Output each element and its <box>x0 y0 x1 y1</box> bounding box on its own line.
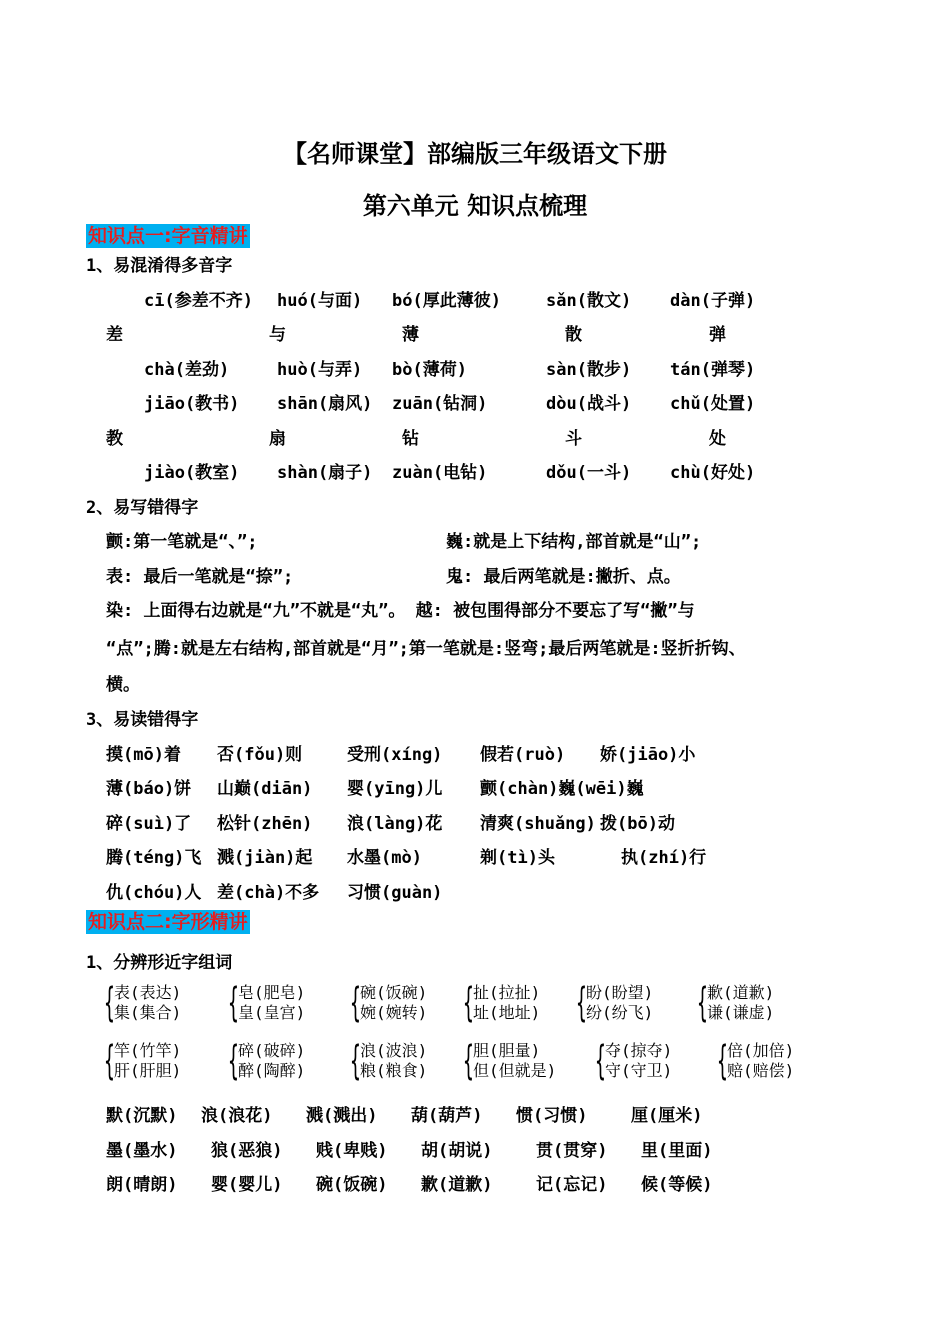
misread-word: 假若(ruò) <box>480 745 566 765</box>
polyphone-reading: dòu(战斗) <box>546 394 632 414</box>
polyphone-char: 薄 <box>402 325 419 345</box>
polyphone-reading: sàn(散步) <box>546 360 632 380</box>
pair-word: 皇(皇宫) <box>238 1003 306 1022</box>
word-entry: 贱(卑贱) <box>316 1141 388 1161</box>
polyphone-reading: zuàn(电钻) <box>392 463 488 483</box>
polyphone-reading: shàn(扇子) <box>277 463 373 483</box>
pair-word: 表(表达) <box>114 983 182 1002</box>
polyphone-reading: cī(参差不齐) <box>144 291 253 311</box>
misread-word: 差(chà)不多 <box>217 883 320 903</box>
word-entry: 浪(浪花) <box>201 1106 273 1126</box>
pair-word: 集(集合) <box>114 1003 182 1022</box>
section-heading-2: 知识点二:字形精讲 <box>88 911 248 933</box>
misread-word: 婴(yīng)儿 <box>347 779 443 799</box>
brace-glyph: { <box>717 1038 728 1084</box>
pair-word: 谦(谦虚) <box>707 1003 775 1022</box>
misread-word: 溅(jiàn)起 <box>217 848 313 868</box>
misread-word: 受刑(xíng) <box>347 745 443 765</box>
pair-word: 婉(婉转) <box>360 1003 428 1022</box>
polyphone-reading: huó(与面) <box>277 291 363 311</box>
misread-word: 浪(làng)花 <box>347 814 443 834</box>
write-line: 染: 上面得右边就是“九”不就是“丸”。 越: 被包围得部分不要忘了写“撇”与 <box>106 601 695 621</box>
polyphone-reading: sǎn(散文) <box>546 291 632 311</box>
brace-glyph: { <box>228 1038 239 1084</box>
write-line: 巍:就是上下结构,部首就是“山”; <box>446 532 702 552</box>
pair-word: 醉(陶醉) <box>238 1061 306 1080</box>
write-line: 表: 最后一笔就是“捺”; <box>106 567 294 587</box>
write-line: “点”;腾:就是左右结构,部首就是“月”;第一笔就是:竖弯;最后两笔就是:竖折折钩、 <box>106 639 746 659</box>
subheading-misread: 3、易读错得字 <box>86 710 199 730</box>
pair-word: 碗(饭碗) <box>360 983 428 1002</box>
brace-glyph: { <box>350 980 361 1026</box>
misread-word: 松针(zhēn) <box>217 814 313 834</box>
brace-glyph: { <box>104 980 115 1026</box>
polyphone-char: 弹 <box>709 325 726 345</box>
word-entry: 厘(厘米) <box>631 1106 703 1126</box>
misread-word: 执(zhí)行 <box>621 848 707 868</box>
word-entry: 墨(墨水) <box>106 1141 178 1161</box>
page-subtitle: 第六单元 知识点梳理 <box>362 192 588 220</box>
char-pair <box>463 980 541 1026</box>
brace-glyph: { <box>228 980 239 1026</box>
word-entry: 默(沉默) <box>106 1106 178 1126</box>
pair-word: 肝(肝胆) <box>114 1061 182 1080</box>
brace-glyph: { <box>595 1038 606 1084</box>
pair-word: 倍(加倍) <box>727 1041 795 1060</box>
polyphone-char: 教 <box>106 429 123 449</box>
pair-word: 址(地址) <box>473 1003 541 1022</box>
char-pair <box>350 980 428 1026</box>
misread-word: 山巅(diān) <box>217 779 313 799</box>
polyphone-char: 扇 <box>269 429 286 449</box>
polyphone-char: 差 <box>106 325 123 345</box>
brace-glyph: { <box>576 980 587 1026</box>
polyphone-char: 处 <box>709 429 726 449</box>
word-entry: 贯(贯穿) <box>536 1141 608 1161</box>
subheading-similar: 1、分辨形近字组词 <box>86 953 233 973</box>
pair-word: 粮(粮食) <box>360 1061 428 1080</box>
polyphone-char: 散 <box>565 325 582 345</box>
word-entry: 葫(葫芦) <box>411 1106 483 1126</box>
word-entry: 朗(晴朗) <box>106 1175 178 1195</box>
brace-glyph: { <box>463 980 474 1026</box>
section-heading-1: 知识点一:字音精讲 <box>88 225 248 247</box>
misread-word: 仇(chóu)人 <box>106 883 202 903</box>
word-entry: 碗(饭碗) <box>316 1175 388 1195</box>
word-entry: 婴(婴儿) <box>211 1175 283 1195</box>
pair-word: 歉(道歉) <box>707 983 775 1002</box>
misread-word: 颤(chàn)巍(wēi)巍 <box>480 779 644 799</box>
polyphone-reading: jiāo(教书) <box>144 394 240 414</box>
word-entry: 候(等候) <box>641 1175 713 1195</box>
misread-word: 习惯(guàn) <box>347 883 443 903</box>
brace-glyph: { <box>350 1038 361 1084</box>
pair-word: 扯(拉扯) <box>473 983 541 1002</box>
subheading-polyphones: 1、易混淆得多音字 <box>86 256 233 276</box>
pair-word: 胆(胆量) <box>473 1041 541 1060</box>
misread-word: 否(fǒu)则 <box>217 745 303 765</box>
word-entry: 歉(道歉) <box>421 1175 493 1195</box>
polyphone-reading: huò(与弄) <box>277 360 363 380</box>
polyphone-reading: zuān(钻洞) <box>392 394 488 414</box>
brace-glyph: { <box>463 1038 474 1084</box>
misread-word: 水墨(mò) <box>347 848 422 868</box>
write-line: 颤:第一笔就是“、”; <box>106 532 258 552</box>
polyphone-reading: bò(薄荷) <box>392 360 467 380</box>
misread-word: 摸(mō)着 <box>106 745 181 765</box>
word-entry: 记(忘记) <box>536 1175 608 1195</box>
polyphone-reading: tán(弹琴) <box>670 360 756 380</box>
polyphone-char: 与 <box>269 325 286 345</box>
polyphone-reading: shān(扇风) <box>277 394 373 414</box>
word-entry: 里(里面) <box>641 1141 713 1161</box>
polyphone-reading: dàn(子弹) <box>670 291 756 311</box>
polyphone-reading: chǔ(处置) <box>670 394 756 414</box>
pair-word: 守(守卫) <box>605 1061 673 1080</box>
misread-word: 拨(bō)动 <box>600 814 675 834</box>
char-pair <box>228 1038 306 1084</box>
word-entry: 狼(恶狼) <box>211 1141 283 1161</box>
polyphone-reading: chà(差劲) <box>144 360 230 380</box>
char-pair <box>697 980 775 1026</box>
misread-word: 娇(jiāo)小 <box>600 745 696 765</box>
char-pair <box>228 980 306 1026</box>
pair-word: 浪(波浪) <box>360 1041 428 1060</box>
char-pair <box>717 1038 795 1084</box>
misread-word: 清爽(shuǎng) <box>480 814 596 834</box>
word-entry: 惯(习惯) <box>516 1106 588 1126</box>
page-title: 【名师课堂】部编版三年级语文下册 <box>283 140 667 168</box>
word-entry: 溅(溅出) <box>306 1106 378 1126</box>
polyphone-char: 斗 <box>565 429 582 449</box>
pair-word: 碎(破碎) <box>238 1041 306 1060</box>
char-pair <box>463 1038 557 1084</box>
polyphone-reading: dǒu(一斗) <box>546 463 632 483</box>
char-pair <box>350 1038 428 1084</box>
pair-word: 但(但就是) <box>473 1061 557 1080</box>
polyphone-char: 钻 <box>402 429 419 449</box>
polyphone-reading: bó(厚此薄彼) <box>392 291 501 311</box>
misread-word: 腾(téng)飞 <box>106 848 202 868</box>
polyphone-reading: jiào(教室) <box>144 463 240 483</box>
pair-word: 皂(肥皂) <box>238 983 306 1002</box>
write-line: 横。 <box>106 675 140 695</box>
char-pair <box>104 1038 182 1084</box>
subheading-miswritten: 2、易写错得字 <box>86 498 199 518</box>
misread-word: 剃(tì)头 <box>480 848 555 868</box>
write-line: 鬼: 最后两笔就是:撇折、点。 <box>446 567 681 587</box>
char-pair <box>576 980 654 1026</box>
brace-glyph: { <box>104 1038 115 1084</box>
polyphone-reading: chù(好处) <box>670 463 756 483</box>
pair-word: 竿(竹竿) <box>114 1041 182 1060</box>
pair-word: 盼(盼望) <box>586 983 654 1002</box>
misread-word: 薄(báo)饼 <box>106 779 192 799</box>
word-entry: 胡(胡说) <box>421 1141 493 1161</box>
pair-word: 纷(纷飞) <box>586 1003 654 1022</box>
pair-word: 夺(掠夺) <box>605 1041 673 1060</box>
pair-word: 赔(赔偿) <box>727 1061 795 1080</box>
char-pair <box>104 980 182 1026</box>
misread-word: 碎(suì)了 <box>106 814 192 834</box>
brace-glyph: { <box>697 980 708 1026</box>
char-pair <box>595 1038 673 1084</box>
